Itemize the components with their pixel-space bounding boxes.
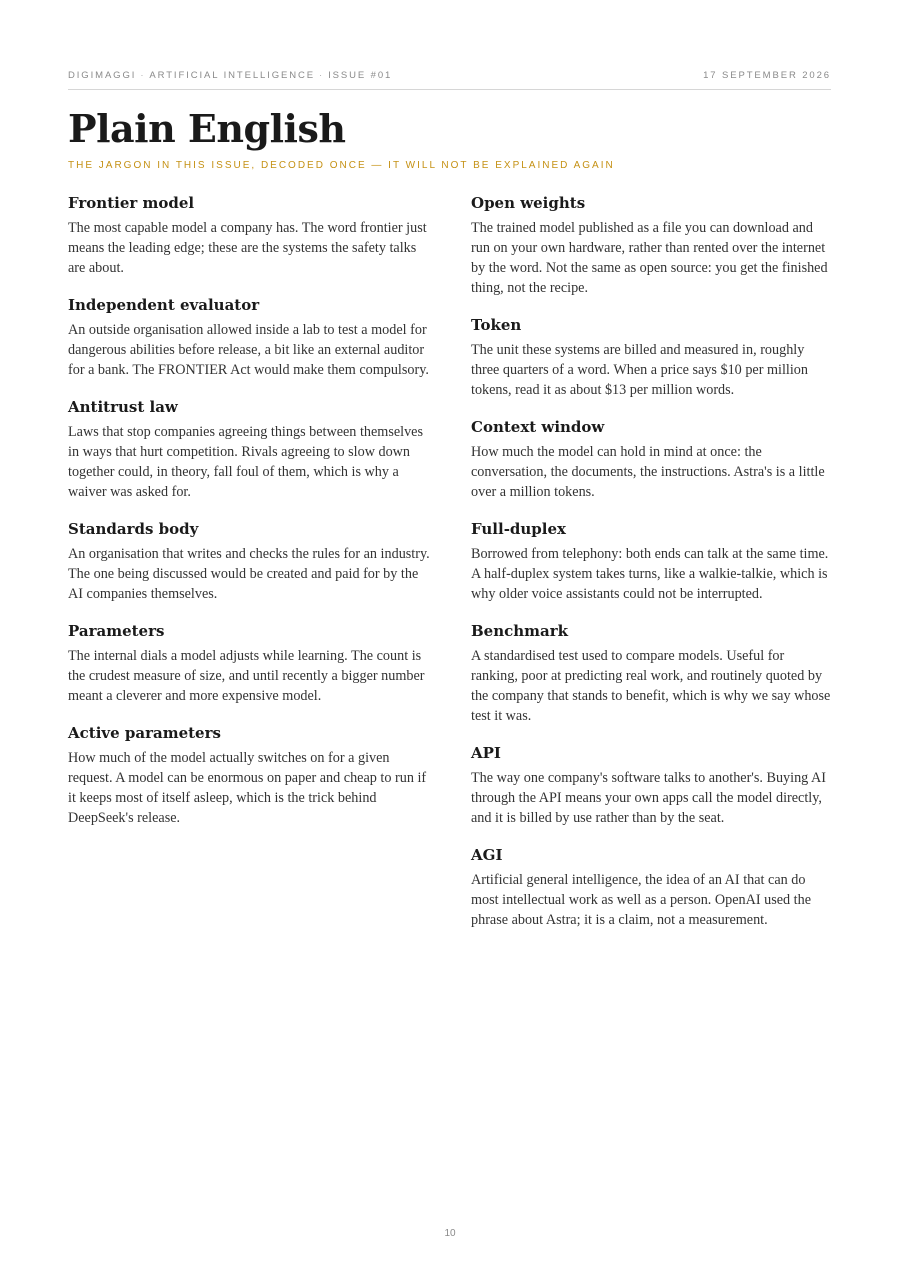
glossary-definition: How much of the model actually switches on for a given request. A model can be enormous on paper and cheap to run if it keeps most of itself asleep, which is the trick behind DeepSeek's release. (68, 750, 427, 826)
page-subtitle: THE JARGON IN THIS ISSUE, DECODED ONCE — IT WILL NOT BE EXPLAINED AGAIN (68, 160, 615, 171)
issue-date: 17 SEPTEMBER 2026 (703, 70, 831, 81)
page-number: 10 (444, 1228, 456, 1239)
running-header (68, 70, 831, 90)
glossary-definition: Artificial general intelligence, the idea of an AI that can do most intellectual work as well as a person. OpenAI used the phrase about Astra; it is a claim, not a measurement. (471, 872, 812, 928)
glossary-entry (471, 620, 833, 726)
glossary-term: AGI (471, 846, 503, 864)
glossary-right-column (471, 192, 833, 946)
glossary-definition: The way one company's software talks to another's. Buying AI through the API means your own apps call the model directly, and it is billed by use rather than by the seat. (471, 770, 826, 826)
glossary-term: Parameters (68, 622, 165, 640)
glossary-entry (471, 742, 833, 828)
glossary-left-column (68, 192, 430, 844)
glossary-entry (471, 314, 833, 400)
glossary-term: API (471, 744, 501, 762)
glossary-entry (68, 620, 430, 706)
glossary-entry (68, 518, 430, 604)
glossary-definition: Laws that stop companies agreeing things between themselves in ways that hurt competition. Rivals agreeing to slow down together could, in theory, fall foul of them, which is why a waiver was asked for. (68, 424, 423, 500)
section-name: ARTIFICIAL INTELLIGENCE (149, 70, 316, 81)
glossary-entry (471, 192, 833, 298)
glossary-term: Full-duplex (471, 520, 566, 538)
glossary-term: Antitrust law (68, 398, 178, 416)
glossary-definition: An organisation that writes and checks the rules for an industry. The one being discussed would be created and paid for by the AI companies themselves. (68, 546, 430, 602)
glossary-definition: A standardised test used to compare models. Useful for ranking, poor at predicting real work, and routinely quoted by the company that stands to benefit, which is why we say whose test it was. (471, 648, 831, 724)
glossary-definition: The trained model published as a file you can download and run on your own hardware, rather than rented over the internet by the word. Not the same as open source: you get the finished thing, not the recipe. (471, 220, 828, 296)
glossary-definition: Borrowed from telephony: both ends can talk at the same time. A half-duplex system takes turns, like a walkie-talkie, which is why older voice assistants could not be interrupted. (471, 546, 829, 602)
glossary-term: Open weights (471, 194, 586, 212)
glossary-definition: How much the model can hold in mind at once: the conversation, the documents, the instructions. Astra's is a little over a million tokens. (471, 444, 825, 500)
issue-number: ISSUE #01 (328, 70, 393, 81)
glossary-definition: The internal dials a model adjusts while learning. The count is the crudest measure of size, and until recently a bigger number meant a cleverer and more expensive model. (68, 648, 425, 704)
glossary-entry (68, 294, 430, 380)
glossary-entry (471, 518, 833, 604)
glossary-entry (68, 192, 430, 278)
glossary-entry (471, 844, 833, 930)
glossary-term: Independent evaluator (68, 296, 260, 314)
publication-line: DIGIMAGGI · ARTIFICIAL INTELLIGENCE · ISSUE #01 (68, 70, 393, 81)
glossary-entry (471, 416, 833, 502)
publication-name: DIGIMAGGI (68, 70, 137, 81)
glossary-term: Standards body (68, 520, 199, 538)
glossary-definition: The unit these systems are billed and measured in, roughly three quarters of a word. When a price says $10 per million tokens, read it as about $13 per million words. (471, 342, 808, 398)
glossary-term: Benchmark (471, 622, 569, 640)
glossary-definition: An outside organisation allowed inside a lab to test a model for dangerous abilities before release, a bit like an external auditor for a bank. The FRONTIER Act would make them compulsory. (68, 322, 429, 378)
glossary-term: Token (471, 316, 522, 334)
glossary-entry (68, 396, 430, 502)
glossary-term: Active parameters (68, 724, 221, 742)
glossary-term: Frontier model (68, 194, 195, 212)
glossary-term: Context window (471, 418, 605, 436)
page-title: Plain English (68, 106, 346, 151)
glossary-definition: The most capable model a company has. The word frontier just means the leading edge; these are the systems the safety talks are about. (68, 220, 427, 276)
glossary-entry (68, 722, 430, 828)
